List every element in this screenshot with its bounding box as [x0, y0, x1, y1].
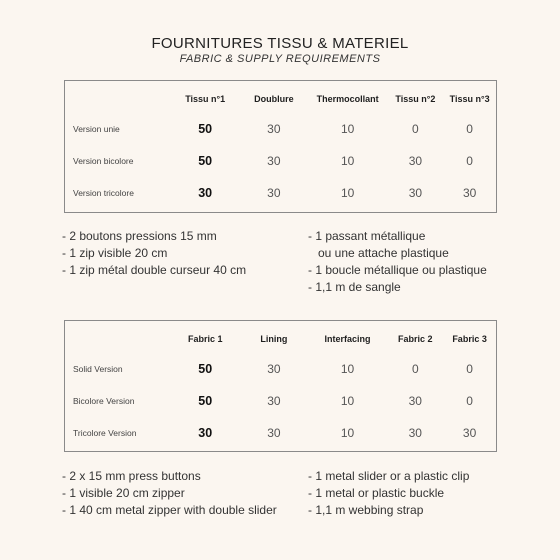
header-cell: Doublure	[254, 94, 294, 104]
page-subtitle: FABRIC & SUPPLY REQUIREMENTS	[179, 53, 381, 65]
table-cell: 30	[462, 426, 477, 440]
header-cell: Tissu n°2	[395, 94, 436, 104]
en-notes-right	[308, 468, 469, 519]
table-cell: 30	[267, 394, 281, 408]
table-row	[65, 113, 496, 145]
header-cell	[65, 321, 170, 353]
header-cell	[65, 81, 170, 113]
table-header-row	[65, 81, 496, 113]
note-item: - 1 boucle métallique ou plastique	[308, 263, 487, 277]
table-cell: 30	[408, 154, 423, 168]
note-item: - 2 boutons pressions 15 mm	[62, 229, 217, 243]
table-cell: 0	[466, 362, 473, 376]
table-row	[65, 177, 496, 209]
table-row	[65, 385, 496, 417]
table-cell: 50	[198, 154, 213, 168]
note-item: - 1 metal slider or a plastic clip	[308, 469, 470, 483]
header-cell: Tissu n°3	[449, 94, 490, 104]
table-cell: 50	[198, 394, 213, 408]
note-item: - 2 x 15 mm press buttons	[62, 469, 201, 483]
table-cell: 30	[408, 394, 422, 408]
fr-notes-left	[62, 228, 246, 279]
table-cell: 30	[267, 154, 281, 168]
note-item: - 1,1 m webbing strap	[308, 503, 424, 517]
table-cell: 0	[466, 394, 473, 408]
table-cell: 30	[267, 362, 281, 376]
table-cell: 50	[198, 122, 213, 136]
row-label: Version tricolore	[73, 188, 134, 198]
note-item: - 1 zip visible 20 cm	[62, 246, 168, 260]
header-cell: Interfacing	[324, 334, 371, 344]
table-cell: 10	[340, 394, 355, 408]
header-cell: Fabric 2	[398, 334, 433, 344]
note-item: - 1 visible 20 cm zipper	[62, 486, 185, 500]
table-row	[65, 145, 496, 177]
table-header-row	[65, 321, 496, 353]
row-label: Solid Version	[73, 364, 123, 374]
table-cell: 10	[340, 122, 355, 136]
table-cell: 30	[267, 122, 281, 136]
table-cell: 50	[198, 362, 213, 376]
note-item: - 1,1 m de sangle	[308, 280, 401, 294]
page-title: FOURNITURES TISSU & MATERIEL	[151, 35, 409, 52]
row-label: Tricolore Version	[73, 428, 137, 438]
table-cell: 30	[267, 426, 281, 440]
header-cell: Tissu n°1	[185, 94, 226, 104]
en-requirements-table	[64, 320, 497, 452]
table-cell: 30	[408, 186, 423, 200]
fr-requirements-table	[64, 80, 497, 213]
table-row	[65, 353, 496, 385]
table-row	[65, 417, 496, 449]
table-cell: 10	[340, 426, 355, 440]
header-cell: Fabric 1	[187, 334, 223, 344]
header-cell: Fabric 3	[452, 334, 487, 344]
en-notes-left	[62, 468, 277, 519]
note-item: - 1 metal or plastic buckle	[308, 486, 445, 500]
table-cell: 10	[340, 186, 355, 200]
table-cell: 30	[462, 186, 477, 200]
fr-notes-right	[308, 228, 487, 296]
table-cell: 30	[267, 186, 281, 200]
header-cell: Lining	[260, 334, 288, 344]
note-item: ou une attache plastique	[308, 246, 449, 260]
table-cell: 10	[340, 362, 355, 376]
table-cell: 30	[198, 186, 213, 200]
table-cell: 0	[466, 154, 473, 168]
table-cell: 10	[340, 154, 355, 168]
table-cell: 0	[412, 122, 419, 136]
note-item: - 1 40 cm metal zipper with double slider	[62, 503, 277, 517]
note-item: - 1 zip métal double curseur 40 cm	[62, 263, 247, 277]
header-cell: Thermocollant	[316, 94, 379, 104]
row-label: Version unie	[73, 124, 120, 134]
table-cell: 0	[466, 122, 473, 136]
table-cell: 0	[411, 362, 419, 376]
note-item: - 1 passant métallique	[308, 229, 426, 243]
table-cell: 30	[408, 426, 422, 440]
table-cell: 30	[198, 426, 213, 440]
row-label: Bicolore Version	[73, 396, 135, 406]
row-label: Version bicolore	[73, 156, 134, 166]
